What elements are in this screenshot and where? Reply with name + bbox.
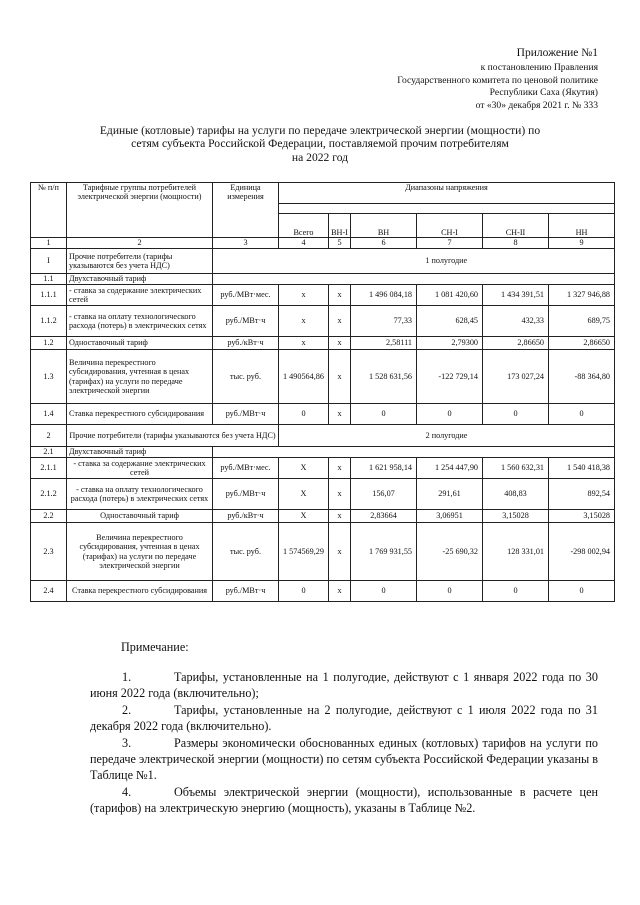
tariff-table (30, 182, 615, 602)
row-nn: 2,86650 (549, 337, 615, 350)
row-name: - ставка за содержание электрических сетей (67, 458, 213, 479)
row-num: 1.1.1 (31, 285, 67, 306)
row-vn1: х (329, 510, 351, 523)
row-sn1: 1 254 447,90 (417, 458, 483, 479)
row-nn: -298 002,94 (549, 523, 615, 581)
row-name: - ставка за содержание электрических сетей (67, 285, 213, 306)
row-num: 2.2 (31, 510, 67, 523)
note-text: Тарифы, установленные на 2 полугодие, действуют с 1 июля 2022 года по 31 декабря 2022 года (включительно). (90, 703, 598, 733)
note-text: Размеры экономически обоснованных единых (котловых) тарифов на услуги по передаче электрической энергии (мощности) по сетям субъекта Российской Федерации указаны в Таблице №1. (90, 736, 598, 782)
note-text: Объемы электрической энергии (мощности), использованные в расчете цен (тарифов) на электрическую энергию (мощность), указаны в Таблице №2. (90, 785, 598, 815)
row-name: Двухставочный тариф (67, 274, 213, 285)
row-name: Ставка перекрестного субсидирования (67, 581, 213, 602)
row-unit: руб./кВт·ч (213, 337, 279, 350)
table-row (31, 404, 615, 425)
row-sn2: 0 (483, 404, 549, 425)
row-num: 2.1.2 (31, 479, 67, 510)
row-sn1: -122 729,14 (417, 350, 483, 404)
row-num: 1.1 (31, 274, 67, 285)
appendix-line: от «30» декабря 2021 г. № 333 (475, 99, 598, 111)
col-number: 6 (351, 238, 417, 249)
row-name: Одноставочный тариф (67, 510, 213, 523)
table-row (31, 581, 615, 602)
row-nn: -88 364,80 (549, 350, 615, 404)
row-total: Х (279, 510, 329, 523)
section-num: I (31, 249, 67, 274)
row-num: 2.1 (31, 447, 67, 458)
section-period: 2 полугодие (279, 425, 615, 447)
row-vn1: х (329, 458, 351, 479)
row-name: Величина перекрестного субсидирования, учтенная в ценах (тарифах) на услуги по передаче электрической энергии (67, 350, 213, 404)
row-num: 2.1.1 (31, 458, 67, 479)
row-unit: руб./МВт·ч (213, 404, 279, 425)
table-row (31, 447, 615, 458)
row-sn2: 1 434 391,51 (483, 285, 549, 306)
header-num: № п/п (31, 183, 67, 238)
row-total: 1 574569,29 (279, 523, 329, 581)
col-number: 7 (417, 238, 483, 249)
row-name: Одноставочный тариф (67, 337, 213, 350)
note-item (90, 736, 598, 783)
row-num: 1.4 (31, 404, 67, 425)
note-item (90, 670, 598, 701)
note-number: 4. (122, 785, 132, 800)
row-total: х (279, 285, 329, 306)
appendix-line: Государственного комитета по ценовой политике (397, 74, 598, 86)
row-sn1: -25 690,32 (417, 523, 483, 581)
row-name: Ставка перекрестного субсидирования (67, 404, 213, 425)
row-vn1: х (329, 285, 351, 306)
row-unit: руб./МВт·ч (213, 306, 279, 337)
row-vn1: х (329, 306, 351, 337)
col-number: 3 (213, 238, 279, 249)
table-row (31, 274, 615, 285)
row-sn1: 3,06951 (417, 510, 483, 523)
table-row (31, 285, 615, 306)
row-total: 0 (279, 404, 329, 425)
col-number: 5 (329, 238, 351, 249)
row-nn: 892,54 (549, 479, 615, 510)
row-unit: тыс. руб. (213, 523, 279, 581)
row-unit: тыс. руб. (213, 350, 279, 404)
header-total: Всего (279, 214, 329, 238)
table-row (31, 510, 615, 523)
note-item (90, 785, 598, 816)
title-line: сетям субъекта Российской Федерации, поставляемой прочим потребителям (131, 137, 509, 151)
header-sn2: СН-II (483, 214, 549, 238)
row-unit: руб./МВт·мес. (213, 285, 279, 306)
col-number: 2 (67, 238, 213, 249)
row-vn: 156,07 (351, 479, 417, 510)
row-num: 1.2 (31, 337, 67, 350)
section-label: Прочие потребители (тарифы указываются без учета НДС) (67, 249, 213, 274)
row-nn: 689,75 (549, 306, 615, 337)
appendix-header (397, 46, 598, 112)
header-unit: Единица измерения (213, 183, 279, 238)
row-nn: 0 (549, 404, 615, 425)
row-total: 1 490564,86 (279, 350, 329, 404)
row-sn2: 0 (483, 581, 549, 602)
note-text: Тарифы, установленные на 1 полугодие, действуют с 1 января 2022 года по 30 июня 2022 года (включительно); (90, 670, 598, 700)
header-spacer (279, 204, 615, 214)
row-vn: 1 769 931,55 (351, 523, 417, 581)
col-number: 4 (279, 238, 329, 249)
row-sn1: 0 (417, 581, 483, 602)
appendix-title: Приложение №1 (516, 47, 598, 59)
table-row (31, 306, 615, 337)
row-vn1: х (329, 404, 351, 425)
row-vn: 1 528 631,56 (351, 350, 417, 404)
table-row (31, 350, 615, 404)
row-num: 2.4 (31, 581, 67, 602)
row-unit: руб./МВт·ч (213, 581, 279, 602)
row-unit: руб./МВт·ч (213, 479, 279, 510)
title-line: на 2022 год (291, 150, 349, 164)
note-item (90, 703, 598, 734)
table-row (31, 523, 615, 581)
row-num: 1.1.2 (31, 306, 67, 337)
header-groups: Тарифные группы потребителей электрической энергии (мощности) (67, 183, 213, 238)
row-total: х (279, 306, 329, 337)
row-sn2: 3,15028 (483, 510, 549, 523)
document-title (60, 124, 580, 164)
row-sn1: 628,45 (417, 306, 483, 337)
row-total: 0 (279, 581, 329, 602)
row-sn1: 0 (417, 404, 483, 425)
header-vn1: ВН-I (329, 214, 351, 238)
row-unit: руб./кВт·ч (213, 510, 279, 523)
section-unit-empty (213, 249, 279, 274)
row-nn: 0 (549, 581, 615, 602)
section-period: 1 полугодие (279, 249, 615, 274)
row-num: 1.3 (31, 350, 67, 404)
row-total: х (279, 337, 329, 350)
appendix-line: Республики Саха (Якутия) (489, 87, 598, 99)
row-sn1: 1 081 420,60 (417, 285, 483, 306)
row-vn1: х (329, 523, 351, 581)
row-vn: 77,33 (351, 306, 417, 337)
row-vn: 0 (351, 404, 417, 425)
col-number: 8 (483, 238, 549, 249)
section-num: 2 (31, 425, 67, 447)
row-nn: 1 540 418,38 (549, 458, 615, 479)
column-numbers-row (31, 238, 615, 249)
header-nn: НН (549, 214, 615, 238)
row-vn: 1 621 958,14 (351, 458, 417, 479)
row-num: 2.3 (31, 523, 67, 581)
header-ranges: Диапазоны напряжения (279, 183, 615, 204)
row-sn2: 2,86650 (483, 337, 549, 350)
row-vn: 0 (351, 581, 417, 602)
row-sn2: 408,83 (483, 479, 549, 510)
appendix-line: к постановлению Правления (480, 62, 598, 73)
row-sn1: 2,79300 (417, 337, 483, 350)
header-sn1: СН-I (417, 214, 483, 238)
notes-list (90, 670, 598, 818)
row-total: Х (279, 479, 329, 510)
row-name: Величина перекрестного субсидирования, учтенная в ценах (тарифах) на услуги по передаче электрической энергии (67, 523, 213, 581)
row-vn: 2,58111 (351, 337, 417, 350)
row-name: - ставка на оплату технологического расхода (потерь) в электрических сетях (67, 479, 213, 510)
col-number: 1 (31, 238, 67, 249)
header-row (31, 183, 615, 204)
row-sn1: 291,61 (417, 479, 483, 510)
section-row (31, 425, 615, 447)
row-vn: 1 496 084,18 (351, 285, 417, 306)
note-number: 3. (122, 736, 132, 751)
header-vn: ВН (351, 214, 417, 238)
table-row (31, 479, 615, 510)
row-sn2: 128 331,01 (483, 523, 549, 581)
row-empty (213, 274, 615, 285)
row-vn1: х (329, 479, 351, 510)
row-name: - ставка на оплату технологического расхода (потерь) в электрических сетях (67, 306, 213, 337)
row-nn: 3,15028 (549, 510, 615, 523)
row-total: Х (279, 458, 329, 479)
row-name: Двухставочный тариф (67, 447, 213, 458)
note-number: 2. (122, 703, 132, 718)
table-row (31, 458, 615, 479)
row-vn1: х (329, 350, 351, 404)
col-number: 9 (549, 238, 615, 249)
row-nn: 1 327 946,88 (549, 285, 615, 306)
row-sn2: 173 027,24 (483, 350, 549, 404)
note-number: 1. (122, 670, 132, 684)
row-vn1: х (329, 581, 351, 602)
notes-heading: Примечание: (121, 640, 189, 654)
table-row (31, 337, 615, 350)
row-sn2: 1 560 632,31 (483, 458, 549, 479)
title-line: Единые (котловые) тарифы на услуги по передаче электрической энергии (мощности) по (99, 124, 541, 137)
row-vn: 2,83664 (351, 510, 417, 523)
section-row (31, 249, 615, 274)
row-empty (213, 447, 615, 458)
row-unit: руб./МВт·мес. (213, 458, 279, 479)
row-sn2: 432,33 (483, 306, 549, 337)
section-label: Прочие потребители (тарифы указываются без учета НДС) (67, 425, 279, 447)
row-vn1: х (329, 337, 351, 350)
